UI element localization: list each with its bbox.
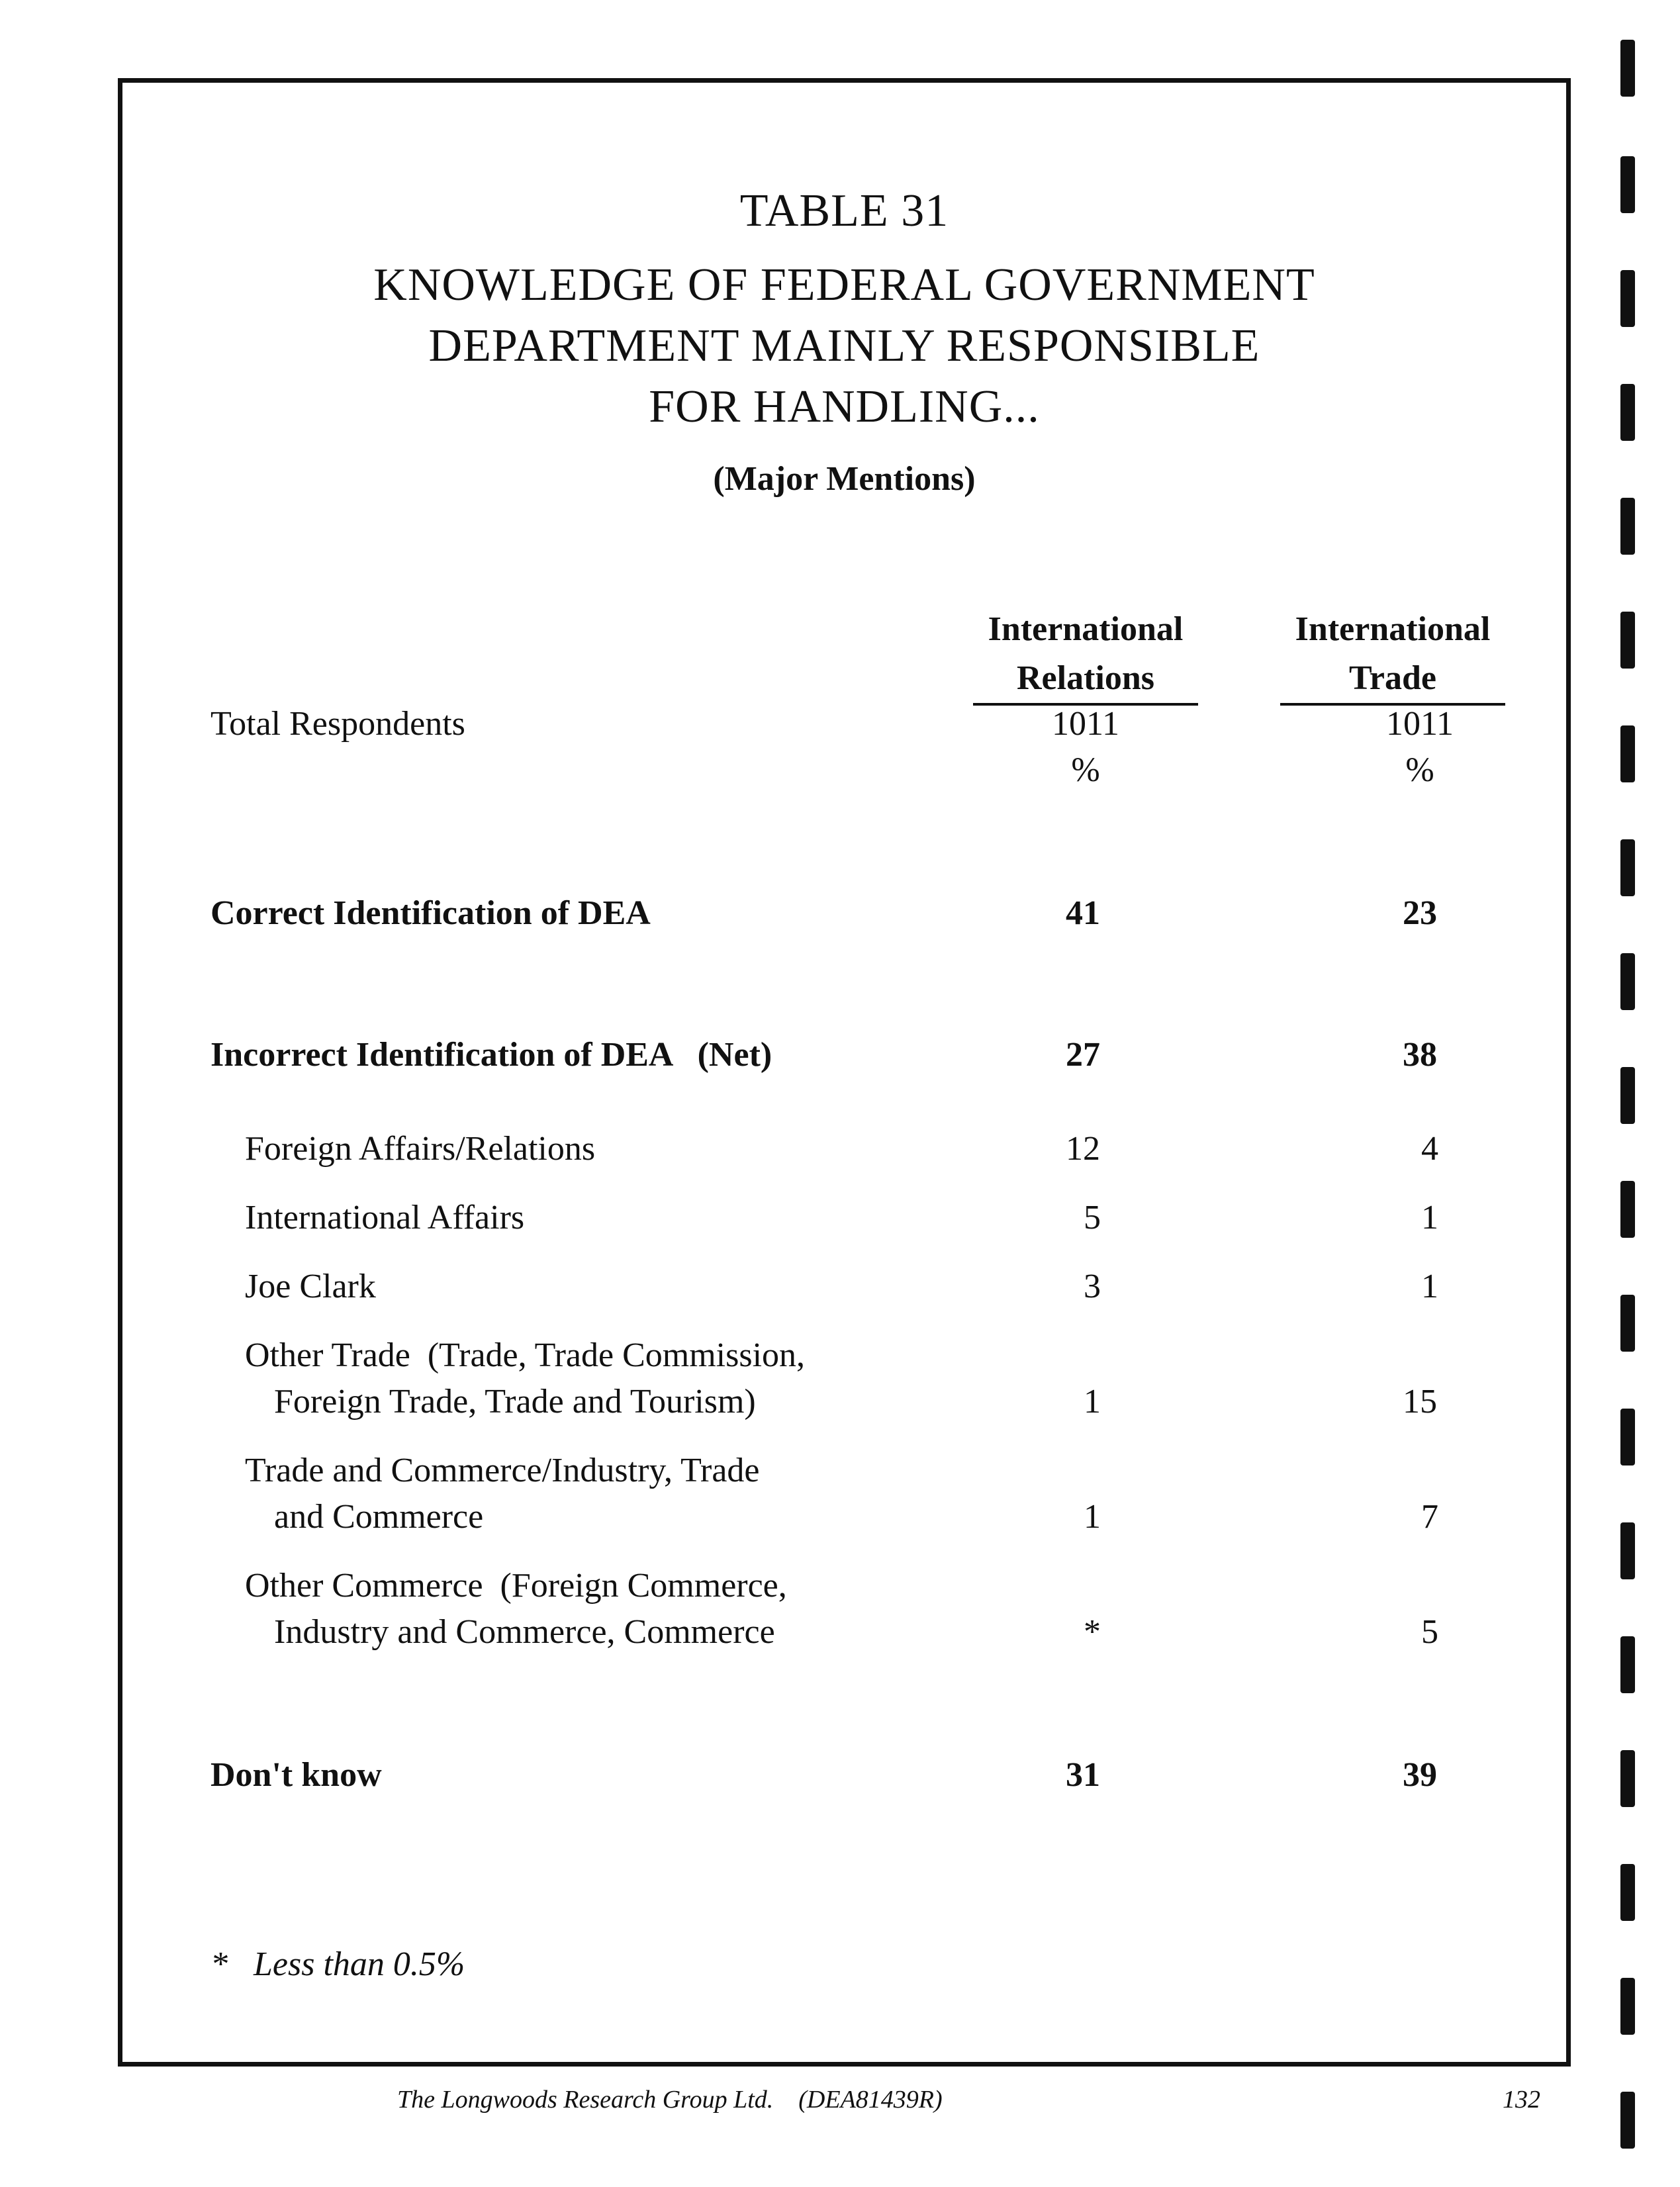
row-label-correct-identification: Correct Identification of DEA xyxy=(210,894,651,932)
table-subtitle: (Major Mentions) xyxy=(713,460,976,498)
binding-hole xyxy=(1620,612,1635,669)
cell-relations: 3 xyxy=(1084,1268,1101,1305)
table-heading-line-2: DEPARTMENT MAINLY RESPONSIBLE xyxy=(428,320,1260,371)
column-header-line2: Trade xyxy=(1280,654,1505,706)
row-label-other-trade-line2: Foreign Trade, Trade and Tourism) xyxy=(274,1383,756,1420)
cell-relations: * xyxy=(1084,1613,1101,1651)
row-label-incorrect-identification: Incorrect Identification of DEA (Net) xyxy=(210,1036,772,1074)
cell-relations: 41 xyxy=(1066,894,1100,932)
column-header-line1: International xyxy=(1295,610,1491,648)
binding-hole xyxy=(1620,953,1635,1010)
cell-trade: 38 xyxy=(1403,1036,1437,1074)
column-header-line1: International xyxy=(988,610,1184,648)
unit-trade: % xyxy=(1405,751,1434,789)
row-label-other-trade-line1: Other Trade (Trade, Trade Commission, xyxy=(245,1336,806,1374)
binding-hole xyxy=(1620,156,1635,213)
row-label-dont-know: Don't know xyxy=(210,1756,382,1794)
table-heading-line-1: KNOWLEDGE OF FEDERAL GOVERNMENT xyxy=(373,259,1315,310)
binding-hole xyxy=(1620,384,1635,441)
cell-trade: 23 xyxy=(1403,894,1437,932)
binding-hole xyxy=(1620,725,1635,782)
row-label-trade-commerce-line2: and Commerce xyxy=(274,1498,484,1536)
binding-hole xyxy=(1620,1636,1635,1693)
cell-trade: 5 xyxy=(1421,1613,1438,1651)
column-header-line2: Relations xyxy=(973,654,1198,706)
row-label-foreign-affairs: Foreign Affairs/Relations xyxy=(245,1130,596,1168)
binding-hole xyxy=(1620,1409,1635,1466)
table-number: TABLE 31 xyxy=(739,185,949,236)
cell-relations: 1 xyxy=(1084,1383,1101,1420)
binding-hole xyxy=(1620,1295,1635,1352)
binding-hole xyxy=(1620,1067,1635,1124)
binding-hole xyxy=(1620,1522,1635,1579)
footnote: * Less than 0.5% xyxy=(210,1945,465,1983)
table-heading-line-3: FOR HANDLING... xyxy=(649,381,1040,432)
base-value-relations: 1011 xyxy=(1051,705,1120,743)
footer-source: The Longwoods Research Group Ltd. (DEA81439R) xyxy=(397,2086,943,2114)
binding-hole xyxy=(1620,270,1635,327)
cell-trade: 4 xyxy=(1421,1130,1438,1168)
page-number: 132 xyxy=(1503,2086,1540,2114)
row-label-trade-commerce-line1: Trade and Commerce/Industry, Trade xyxy=(245,1452,760,1489)
row-label-other-commerce-line2: Industry and Commerce, Commerce xyxy=(274,1613,775,1651)
binding-hole xyxy=(1620,1750,1635,1807)
cell-trade: 7 xyxy=(1421,1498,1438,1536)
row-label-other-commerce-line1: Other Commerce (Foreign Commerce, xyxy=(245,1567,787,1605)
binding-hole xyxy=(1620,2092,1635,2149)
cell-relations: 12 xyxy=(1066,1130,1100,1168)
binding-hole xyxy=(1620,40,1635,97)
cell-relations: 31 xyxy=(1066,1756,1100,1794)
cell-trade: 39 xyxy=(1403,1756,1437,1794)
column-header-international-trade xyxy=(1280,605,1505,706)
total-respondents-label: Total Respondents xyxy=(210,705,465,743)
row-label-international-affairs: International Affairs xyxy=(245,1199,525,1236)
cell-relations: 27 xyxy=(1066,1036,1100,1074)
binding-hole xyxy=(1620,1181,1635,1238)
cell-relations: 5 xyxy=(1084,1199,1101,1236)
cell-trade: 1 xyxy=(1421,1199,1438,1236)
cell-relations: 1 xyxy=(1084,1498,1101,1536)
base-value-trade: 1011 xyxy=(1385,705,1454,743)
row-label-joe-clark: Joe Clark xyxy=(245,1268,376,1305)
binding-hole xyxy=(1620,1864,1635,1921)
cell-trade: 15 xyxy=(1403,1383,1437,1420)
binding-hole xyxy=(1620,1978,1635,2035)
binding-hole xyxy=(1620,839,1635,896)
unit-relations: % xyxy=(1071,751,1100,789)
column-header-international-relations xyxy=(973,605,1198,706)
cell-trade: 1 xyxy=(1421,1268,1438,1305)
binding-hole xyxy=(1620,498,1635,555)
